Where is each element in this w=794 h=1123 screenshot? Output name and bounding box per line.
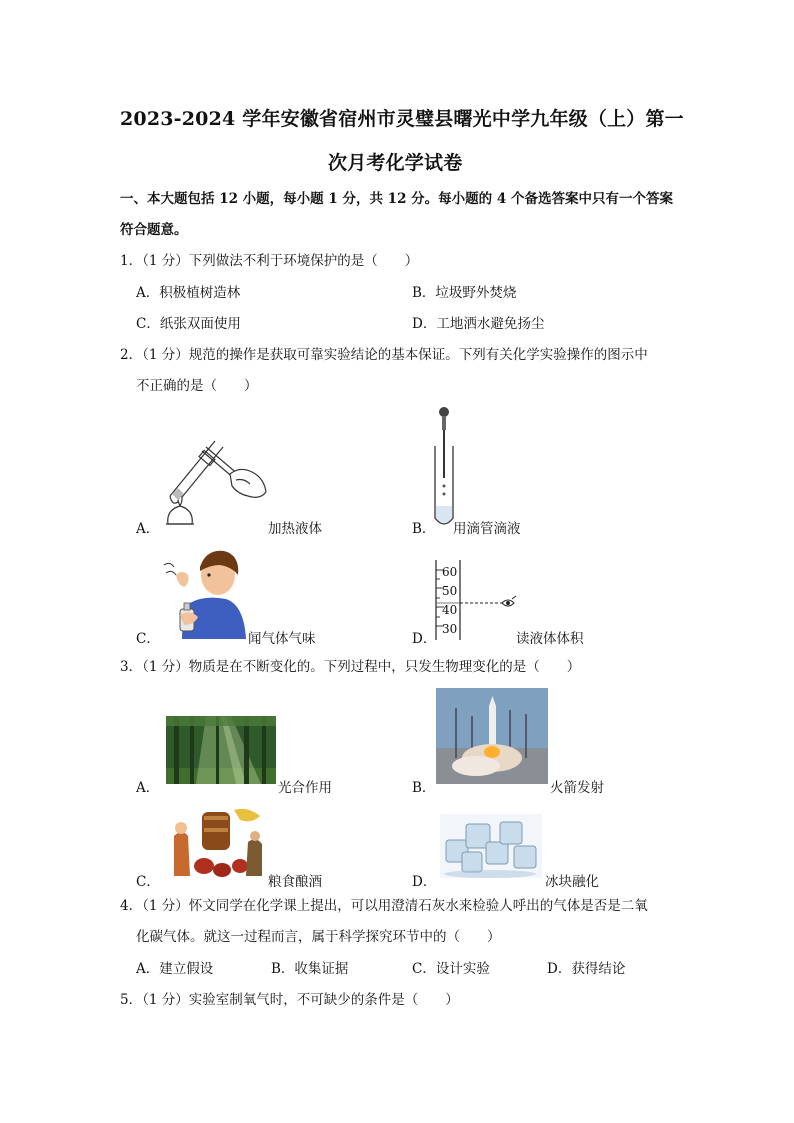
question-4-option-b: B．收集证据 (271, 961, 349, 977)
question-3-option-d-letter: D． (412, 874, 437, 890)
question-2-option-b-letter: B． (412, 521, 436, 537)
question-2-option-a-caption: 加热液体 (268, 521, 322, 537)
tick-label: 50 (442, 584, 458, 598)
section-instruction-line1: 一、本大题包括 12 小题，每小题 1 分，共 12 分。每小题的 4 个备选答案中只有一个答案 (120, 191, 673, 207)
dropper-illustration (432, 406, 456, 530)
question-2-option-b-caption: 用滴管滴液 (453, 521, 521, 537)
question-1-option-a: A．积极植树造林 (136, 285, 241, 301)
smelling-gas-illustration (160, 545, 248, 639)
rocket-launch-photo (436, 688, 548, 784)
question-1-option-b: B．垃圾野外焚烧 (412, 285, 517, 301)
question-2-option-a-letter: A． (136, 521, 160, 537)
ice-cubes-photo (440, 814, 542, 878)
question-3-option-c-caption: 粮食酿酒 (268, 874, 322, 890)
question-3-option-a-letter: A． (136, 780, 160, 796)
question-1-option-d: D．工地洒水避免扬尘 (412, 316, 545, 332)
question-4-stem-line2: 化碳气体。就这一过程而言，属于科学探究环节中的（ ） (136, 929, 501, 945)
question-3-stem: 3．（1 分）物质是在不断变化的。下列过程中，只发生物理变化的是（ ） (120, 659, 581, 675)
question-3-option-b-caption: 火箭发射 (550, 780, 604, 796)
question-5-stem: 5．（1 分）实验室制氧气时，不可缺少的条件是（ ） (120, 992, 459, 1008)
question-1-option-c: C．纸张双面使用 (136, 316, 241, 332)
question-3-option-b-letter: B． (412, 780, 436, 796)
forest-photo (166, 716, 276, 784)
section-instruction-line2: 符合题意。 (120, 222, 188, 238)
question-3-option-d-caption: 冰块融化 (545, 874, 599, 890)
brewing-illustration (164, 806, 268, 880)
question-4-option-d: D．获得结论 (547, 961, 626, 977)
question-4-option-a: A．建立假设 (136, 961, 214, 977)
page-title-line1: 2023-2024 学年安徽省宿州市灵璧县曙光中学九年级（上）第一 (120, 108, 684, 130)
tick-label: 60 (442, 565, 458, 579)
page-title-line2: 次月考化学试卷 (328, 152, 463, 174)
tick-label: 40 (442, 603, 458, 617)
question-2-option-c-letter: C． (136, 631, 160, 647)
question-2-stem-line2: 不正确的是（ ） (136, 378, 258, 394)
question-2-option-d-caption: 读液体体积 (516, 631, 584, 647)
question-1-stem: 1．（1 分）下列做法不利于环境保护的是（ ） (120, 253, 419, 269)
question-4-stem-line1: 4．（1 分）怀文同学在化学课上提出，可以用澄清石灰水来检验人呼出的气体是否是二氧 (120, 898, 648, 914)
question-2-option-d-letter: D． (412, 631, 437, 647)
question-3-option-a-caption: 光合作用 (278, 780, 332, 796)
tick-label: 30 (442, 622, 458, 636)
question-3-option-c-letter: C． (136, 874, 160, 890)
cylinder-scale-labels (442, 563, 457, 639)
question-2-stem-line1: 2．（1 分）规范的操作是获取可靠实验结论的基本保证。下列有关化学实验操作的图示中 (120, 347, 648, 363)
heating-liquid-illustration (160, 436, 268, 528)
question-2-option-c-caption: 闻气体气味 (248, 631, 316, 647)
question-4-option-c: C．设计实验 (412, 961, 490, 977)
